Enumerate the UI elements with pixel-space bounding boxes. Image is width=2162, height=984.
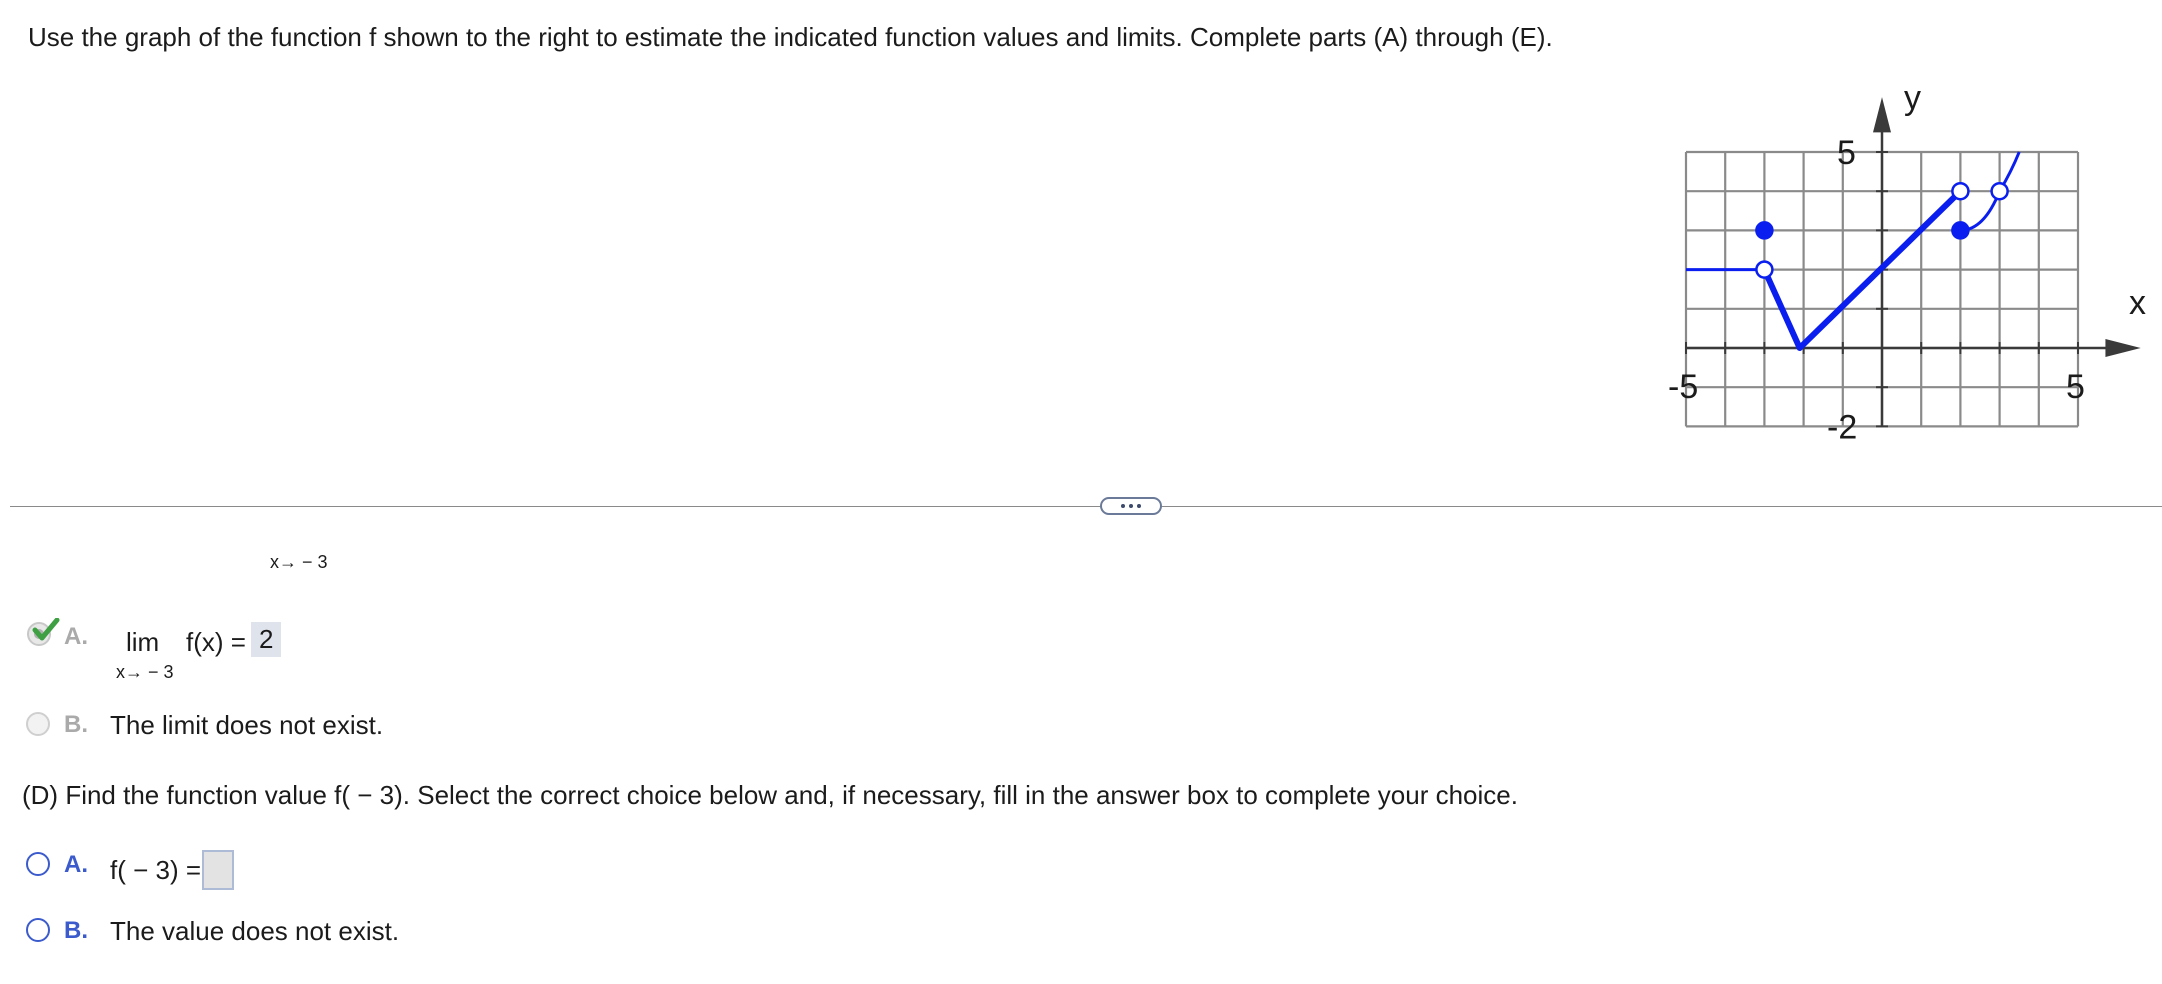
part-d-prompt: (D) Find the function value f( − 3). Select the correct choice below and, if necessary, fill in the answer box to complete your choice.: [22, 780, 1518, 810]
limit-subscript-top: x→ − 3: [270, 552, 328, 572]
open-dot-icon: [1952, 183, 1968, 199]
part-d-option-a-radio[interactable]: [26, 852, 50, 876]
part-d-option-b-radio[interactable]: [26, 918, 50, 942]
dot-icon: [1129, 504, 1133, 508]
open-dot-icon: [1756, 262, 1772, 278]
dot-icon: [1137, 504, 1141, 508]
option-b-radio[interactable]: [26, 712, 50, 736]
y-tick-label-min: -2: [1827, 408, 1858, 447]
closed-dot-icon: [1952, 222, 1968, 238]
x-tick-label-max: 5: [2066, 368, 2085, 406]
part-d-option-b-letter: B.: [64, 917, 88, 944]
limit-expression: f(x) =: [186, 627, 246, 657]
function-curve: [1686, 152, 2019, 348]
expand-button[interactable]: [1100, 497, 1162, 515]
closed-dot-icon: [1756, 222, 1772, 238]
function-graph: [1650, 78, 2150, 448]
limit-answer: 2: [251, 622, 281, 657]
y-axis-arrow-icon: [1873, 97, 1891, 132]
section-divider: [10, 506, 2162, 507]
instructions-text: Use the graph of the function f shown to the right to estimate the indicated function values and limits. Complete parts (A) through (E).: [28, 22, 1553, 52]
option-a-radio[interactable]: [25, 622, 53, 650]
part-d-option-a-expr: f( − 3) =: [110, 855, 202, 885]
dot-icon: [1121, 504, 1125, 508]
x-axis-arrow-icon: [2105, 339, 2140, 357]
option-b-text: The limit does not exist.: [110, 710, 384, 740]
graph-labels: [1668, 79, 2146, 447]
option-b-letter: B.: [64, 711, 88, 738]
x-axis-label: x: [2128, 284, 2146, 322]
lim-word: lim: [126, 627, 160, 657]
x-tick-label-min: -5: [1668, 368, 1699, 406]
part-d-option-b-text: The value does not exist.: [110, 916, 400, 946]
y-tick-label-max: 5: [1837, 134, 1856, 172]
function-value-input[interactable]: [202, 850, 234, 890]
open-dot-icon: [1992, 183, 2008, 199]
limit-subscript: x→ − 3: [116, 662, 174, 682]
part-d-option-a-letter: A.: [64, 851, 88, 878]
option-a-letter: A.: [64, 623, 88, 650]
y-axis-label: y: [1904, 78, 1921, 117]
